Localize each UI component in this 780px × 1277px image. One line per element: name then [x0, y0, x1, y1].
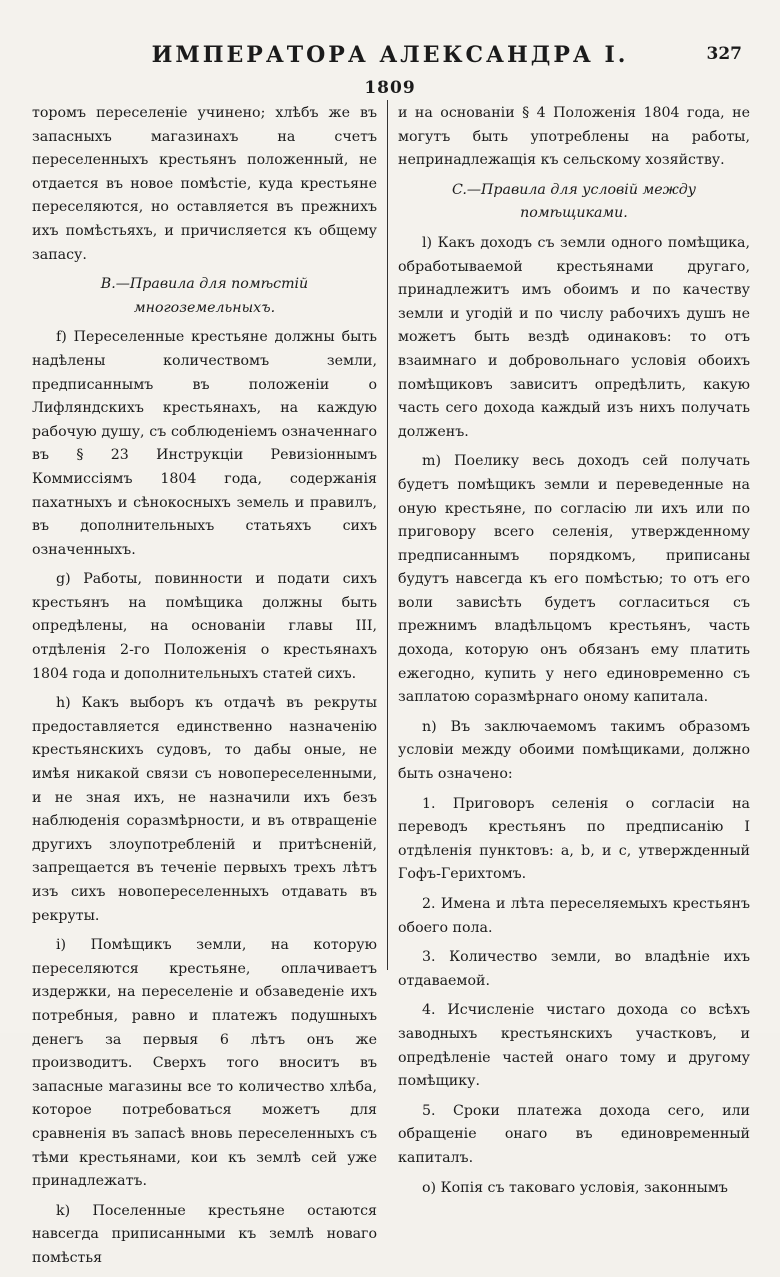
paragraph: 4. Исчисленіе чистаго дохода со всѣхъ заводныхъ крестьянскихъ участковъ, и опредѣленіе частей онаго тому и другому помѣщику. [398, 1002, 750, 1090]
paragraph: 3. Количество земли, во владѣніе ихъ отдаваемой. [398, 949, 750, 989]
paragraph: f) Переселенные крестьяне должны быть надѣлены количествомъ земли, предписаннымъ въ положеніи о Лифляндскихъ крестьянахъ, на каждую рабочую душу, съ соблюденіемъ означеннаго въ § 23 Инструкціи Ревизіоннымъ Коммиссіямъ 1804 года, содержанія пахатныхъ и сѣнокосныхъ земель и правилъ, въ дополнительныхъ статьяхъ сихъ означенныхъ. [32, 329, 377, 558]
paragraph: k) Поселенные крестьяне остаются навсегда приписанными къ землѣ новаго помѣстья [32, 1202, 377, 1266]
paragraph: торомъ переселеніе учинено; хлѣбъ же въ запасныхъ магазинахъ на счетъ переселенныхъ крестьянъ положенный, не отдается въ новое помѣстіе, куда крестьяне переселяются, но оставляется въ прежнихъ ихъ помѣстьяхъ, и причисляется къ общему запасу. [32, 105, 377, 263]
page-number: 327 [706, 44, 742, 64]
left-column [32, 102, 377, 1277]
running-title: ИМПЕРАТОРА АЛЕКСАНДРА I. [151, 42, 629, 68]
paragraph: n) Въ заключаемомъ такимъ образомъ условіи между обоими помѣщиками, должно быть означено: [398, 718, 750, 783]
paragraph: 2. Имена и лѣта переселяемыхъ крестьянъ обоего пола. [398, 896, 750, 936]
paragraph: и на основаніи § 4 Положенія 1804 года, не могутъ быть употреблены на работы, непринадлежащія къ сельскому хозяйству. [398, 105, 750, 169]
paragraph: 5. Сроки платежа дохода сего, или обращеніе онаго въ единовременный капиталъ. [398, 1102, 750, 1166]
column-divider [387, 100, 388, 970]
section-heading: В.—Правила для помѣстій многоземельныхъ. [100, 276, 309, 316]
section-heading: C.—Правила для условій между помѣщиками. [452, 181, 696, 222]
paragraph: 1. Приговоръ селенія о согласіи на переводъ крестьянъ по предписанію I отдѣленія пунктовъ: a, b, и c, утвержденный Гофъ-Герихтомъ. [398, 795, 750, 883]
paragraph: h) Какъ выборъ къ отдачѣ въ рекруты предоставляется единственно назначенію крестьянскихъ судовъ, то дабы оные, не имѣя никакой связи съ новопереселенными, и не зная ихъ, не назначили ихъ безъ наблюденія соразмѣрности, и въ отвращеніе другихъ злоупотребленій и притѣсненій, запрещается въ теченіе первыхъ трехъ лѣтъ изъ сихъ новопереселенныхъ отдавать въ рекруты. [32, 695, 377, 924]
year-heading: 1809 [364, 78, 416, 98]
right-column [398, 102, 750, 1206]
paragraph: m) Поелику весь доходъ сей получать будетъ помѣщикъ земли и переведенные на оную крестьяне, по согласію ли ихъ или по приговору всего селенія, утвержденному предписаннымъ порядкомъ, приписаны будутъ навсегда къ его помѣстью; то отъ его воли зависѣть будетъ согласиться съ прежнимъ владѣльцомъ крестьянъ, часть дохода, которую онъ обязанъ ему платить ежегодно, купить у него единовременно съ заплатою соразмѣрнаго оному капитала. [398, 453, 750, 706]
paragraph: o) Копія съ таковаго условія, законнымъ [422, 1179, 728, 1196]
paragraph: i) Помѣщикъ земли, на которую переселяются крестьяне, оплачиваетъ издержки, на переселеніе и обзаведеніе ихъ потребныя, равно и платежъ подушныхъ денегъ за первыя 6 лѣтъ онъ же производитъ. Сверхъ того вноситъ въ запасные магазины все то количество хлѣба, которое потребоваться можетъ для сравненія въ запасѣ вновь переселенныхъ съ тѣми крестьянами, кои къ землѣ сей уже принадлежатъ. [32, 937, 377, 1190]
paragraph: l) Какъ доходъ съ земли одного помѣщика, обработываемой крестьянами другаго, принадлежитъ имъ обоимъ и по качеству земли и угодій и по числу рабочихъ душъ не можетъ быть вездѣ одинаковъ: то отъ взаимнаго и добровольнаго условія обоихъ помѣщиковъ зависитъ опредѣлить, какую часть сего дохода каждый изъ нихъ получать долженъ. [398, 234, 750, 440]
paragraph: g) Работы, повинности и подати сихъ крестьянъ на помѣщика должны быть опредѣлены, на основаніи главы III, отдѣленія 2-го Положенія о крестьянахъ 1804 года и дополнительныхъ статей сихъ. [32, 571, 377, 682]
